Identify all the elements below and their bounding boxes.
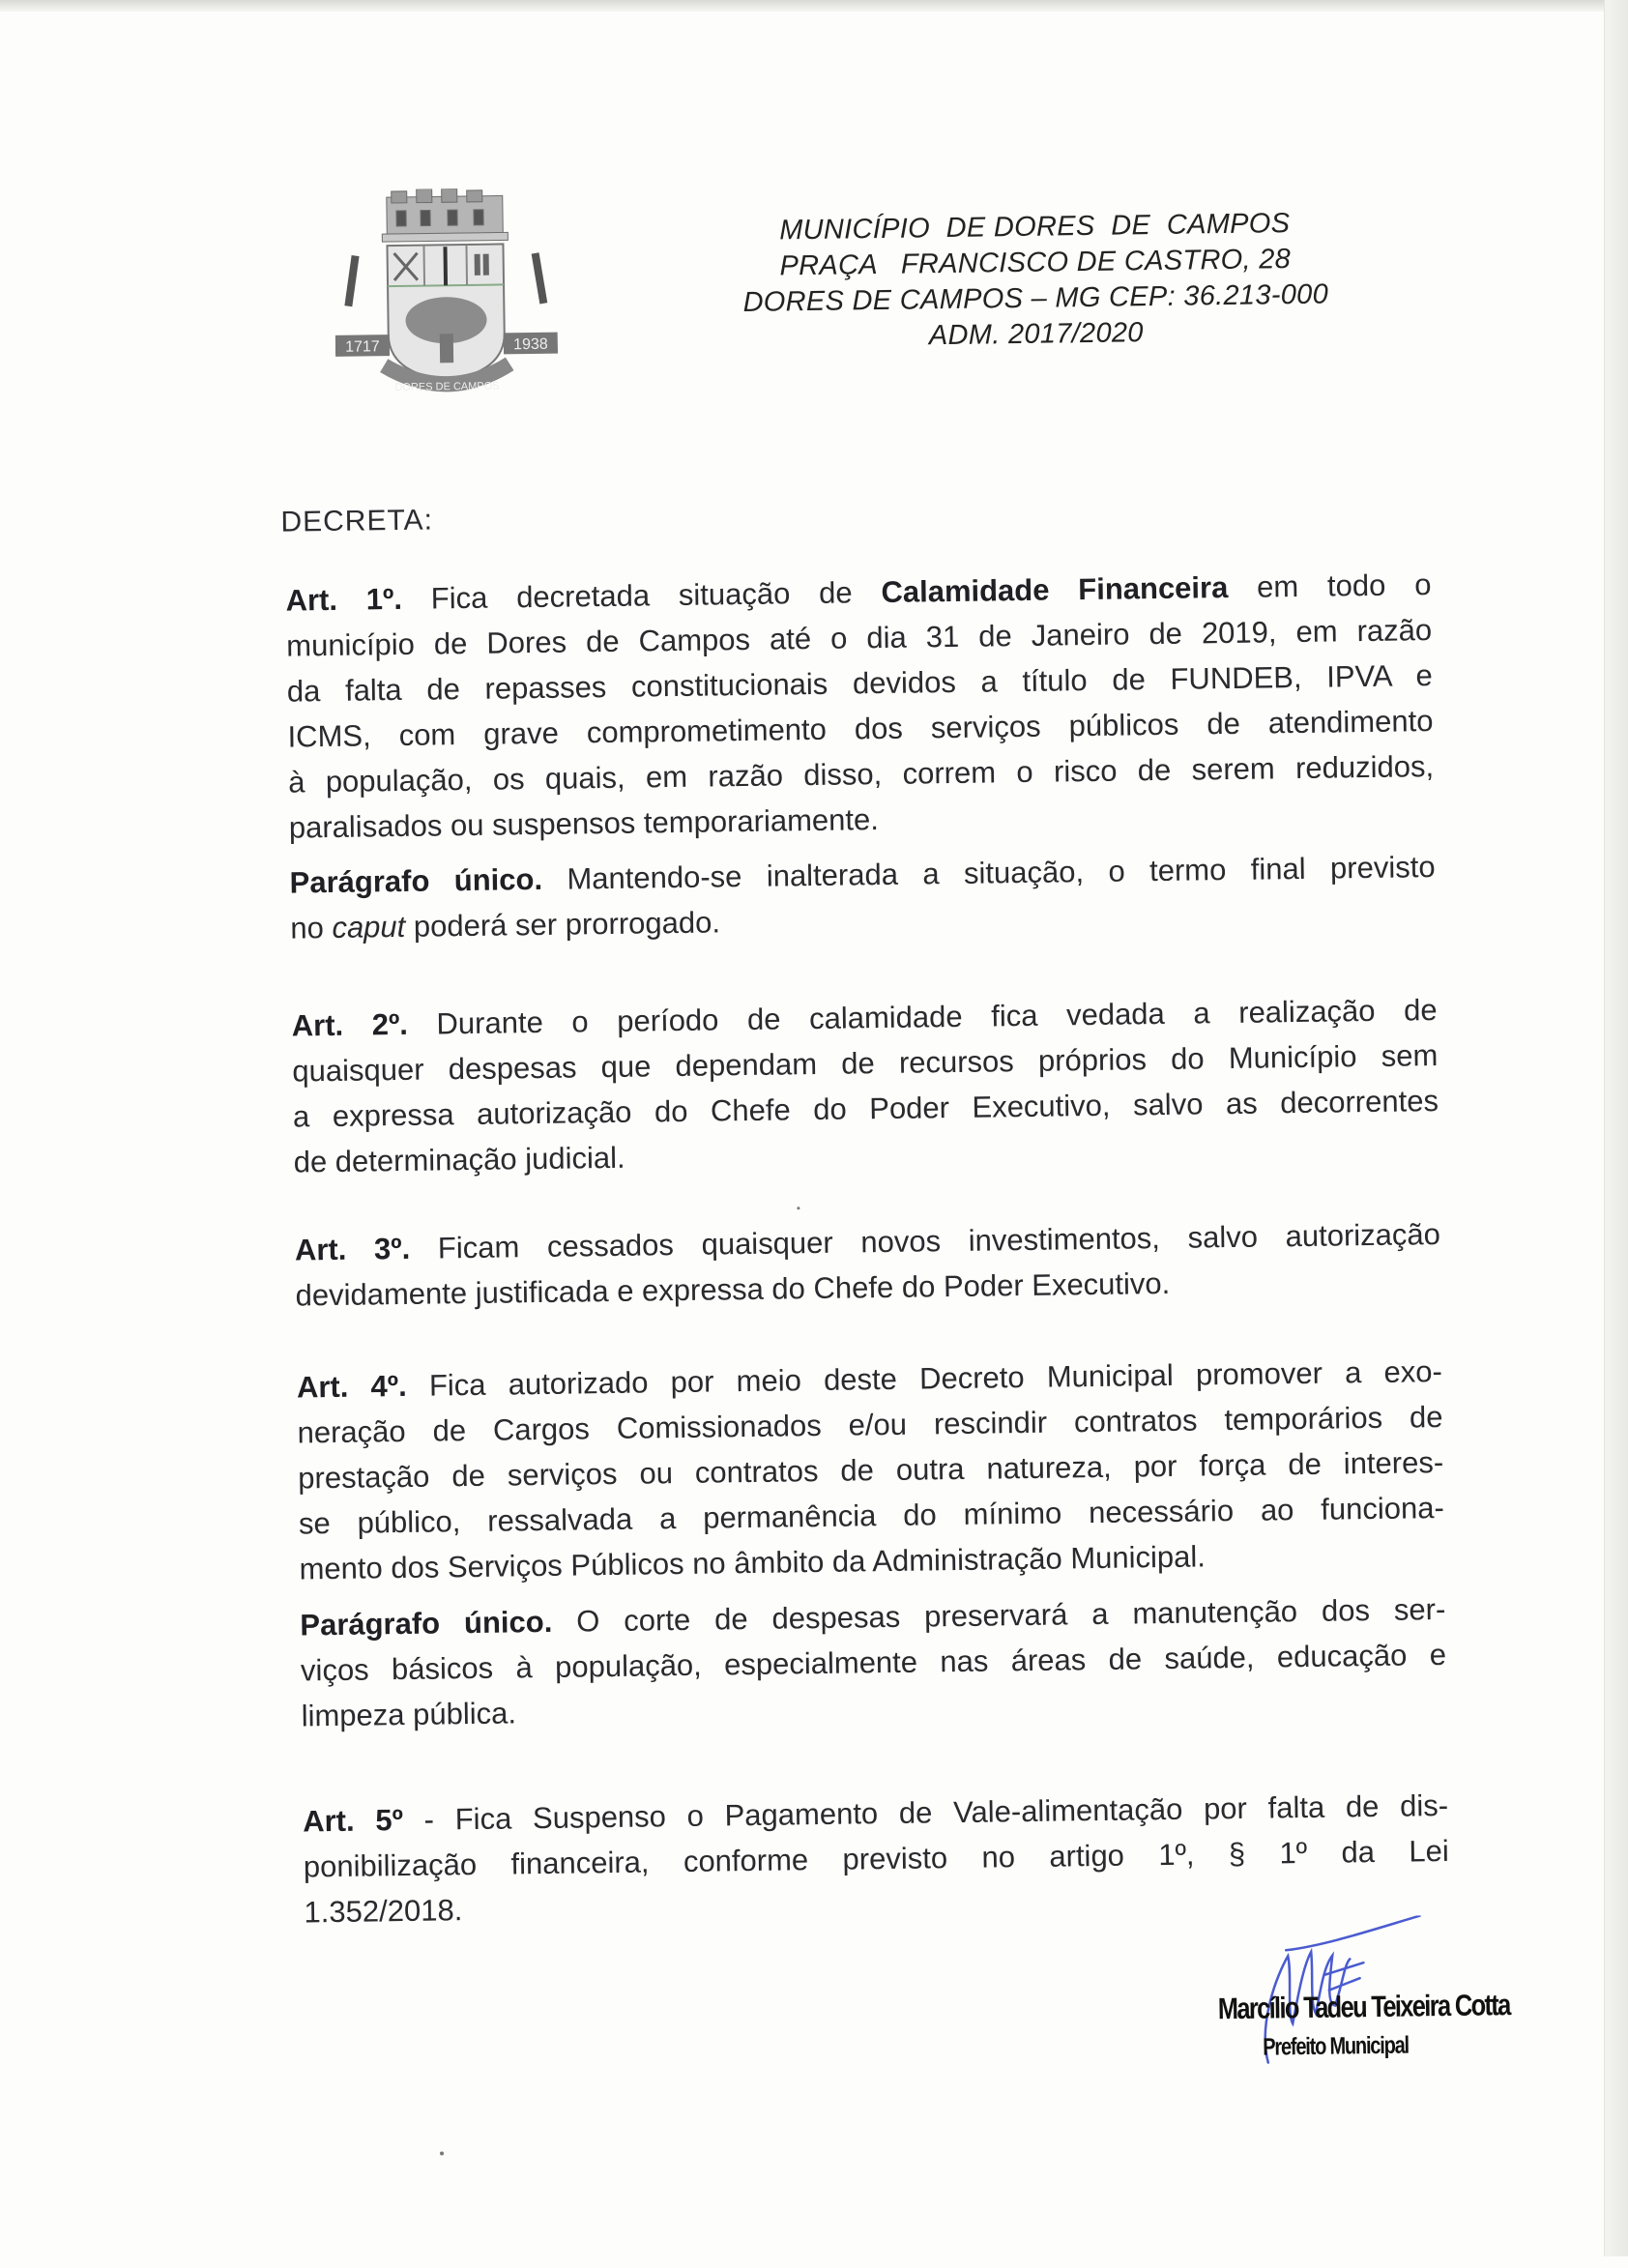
- article-4: [297, 1349, 1445, 1592]
- text-line: a expressa autorização do Chefe do Poder Executivo, salvo as decorrentes: [292, 1084, 1439, 1134]
- text-line: quaisquer despesas que dependam de recursos próprios do Município sem: [292, 1038, 1439, 1089]
- text-line: viços básicos à população, especialmente nas áreas de saúde, educação e: [300, 1637, 1447, 1688]
- text-line: município de Dores de Campos até o dia 31 de Janeiro de 2019, em razão: [285, 613, 1433, 663]
- text-line: Art. 3º. Ficam cessados quaisquer novos investimentos, salvo autorização: [294, 1216, 1441, 1267]
- text-line: neração de Cargos Comissionados e/ou rescindir contratos temporários de: [297, 1399, 1443, 1450]
- article-2: [291, 987, 1439, 1185]
- article-1: [285, 562, 1435, 851]
- article-5: [303, 1783, 1450, 1935]
- text-line: ponibilização financeira, conforme previsto no artigo 1º, § 1º da Lei: [303, 1833, 1450, 1884]
- text-line: à população, os quais, em razão disso, correm o risco de serem reduzidos,: [287, 749, 1435, 800]
- text-line: Art. 5º - Fica Suspenso o Pagamento de Vale-alimentação por falta de dis-: [302, 1788, 1449, 1839]
- letterhead-line: MUNICÍPIO DE DORES DE CAMPOS: [778, 208, 1291, 247]
- italic-term: caput: [332, 909, 406, 945]
- bold-term: Calamidade Financeira: [881, 569, 1229, 609]
- signatory-name: Marcílio Tadeu Teixeira Cotta: [1217, 1988, 1510, 2026]
- crest-motto: DORES DE CAMPOS: [394, 380, 500, 394]
- scan-speck: [440, 2151, 444, 2155]
- paragraph-label: Parágrafo único.: [300, 1604, 553, 1643]
- text-line: no caput poderá ser prorrogado.: [290, 905, 721, 945]
- text-line: da falta de repasses constitucionais devidos a título de FUNDEB, IPVA e: [286, 658, 1434, 709]
- article-label: Art. 5º: [302, 1803, 404, 1839]
- signature-block: [1189, 1914, 1510, 2092]
- signatory-role: Prefeito Municipal: [1263, 2031, 1410, 2061]
- text-line: Parágrafo único. O corte de despesas preservará a manutenção dos ser-: [300, 1591, 1446, 1643]
- text-line: de determinação judicial.: [293, 1140, 625, 1179]
- article-label: Art. 2º.: [291, 1006, 409, 1043]
- article-label: Art. 4º.: [296, 1368, 407, 1405]
- letterhead-line: ADM. 2017/2020: [928, 317, 1144, 352]
- scan-speck: [797, 1207, 799, 1209]
- article-label: Art. 3º.: [294, 1231, 411, 1267]
- crest-year-right: 1938: [513, 335, 548, 354]
- text-line: mento dos Serviços Públicos no âmbito da Administração Municipal.: [299, 1539, 1206, 1586]
- coat-of-arms-icon: [334, 188, 559, 403]
- text-line: Art. 4º. Fica autorizado por meio deste Decreto Municipal promover a exo-: [296, 1353, 1443, 1405]
- letterhead-line: PRAÇA FRANCISCO DE CASTRO, 28: [779, 244, 1292, 282]
- text-line: Parágrafo único. Mantendo-se inalterada a situação, o termo final previsto: [289, 850, 1436, 900]
- article-label: Art. 1º.: [285, 581, 403, 618]
- article-1-paragraph: [289, 844, 1436, 951]
- text-line: se público, ressalvada a permanência do mínimo necessário ao funciona-: [298, 1490, 1445, 1541]
- text-line: 1.352/2018.: [304, 1893, 463, 1930]
- text-line: devidamente justificada e expressa do Chefe do Poder Executivo.: [295, 1265, 1171, 1313]
- text-line: limpeza pública.: [301, 1696, 517, 1733]
- decreta-heading: DECRETA:: [280, 504, 434, 538]
- text-line: prestação de serviços ou contratos de outra natureza, por força de interes-: [298, 1444, 1444, 1496]
- text-line: Art. 2º. Durante o período de calamidade fica vedada a realização de: [291, 993, 1438, 1043]
- text-line: ICMS, com grave comprometimento dos serviços públicos de atendimento: [287, 704, 1434, 754]
- crest-year-left: 1717: [345, 338, 380, 356]
- letterhead: [686, 205, 1384, 358]
- paragraph-label: Parágrafo único.: [289, 861, 543, 900]
- letterhead-line: DORES DE CAMPOS – MG CEP: 36.213-000: [742, 278, 1329, 318]
- text-line: Art. 1º. Fica decretada situação de Calamidade Financeira em todo o: [285, 567, 1432, 618]
- text-line: paralisados ou suspensos temporariamente.: [288, 802, 880, 845]
- article-3: [295, 1211, 1441, 1319]
- article-4-paragraph: [300, 1586, 1447, 1739]
